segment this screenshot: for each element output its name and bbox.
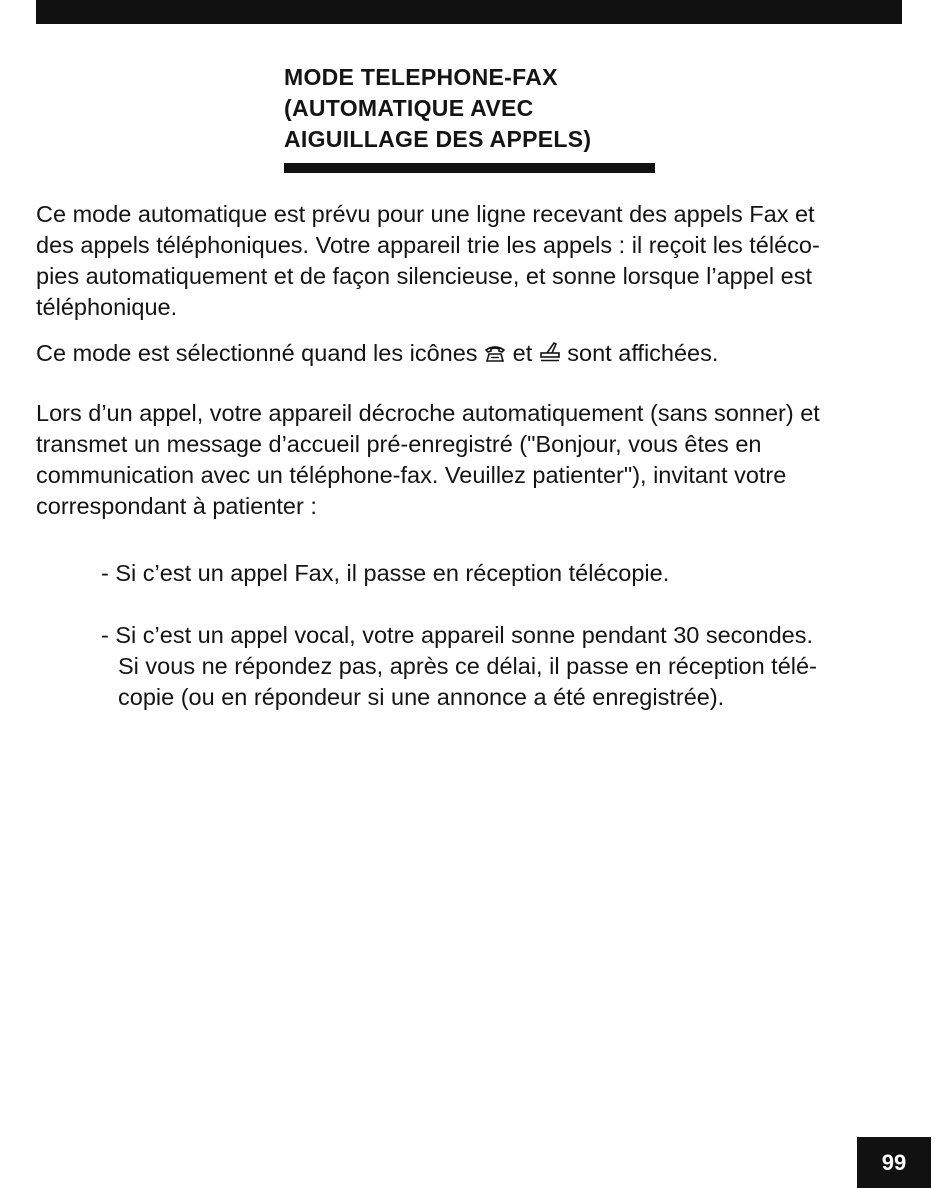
call-handling-paragraph [36,398,820,522]
page-number: 99 [857,1137,931,1188]
paragraph-text: sont affichées. [567,340,719,366]
intro-paragraph [36,199,820,323]
section-title [284,62,591,155]
icons-paragraph [36,338,718,371]
paragraph-line: transmet un message d’accueil pré-enregistré ("Bonjour, vous êtes en [36,431,762,457]
list-item-voice-call [101,620,817,713]
paragraph-line: des appels téléphoniques. Votre appareil trie les appels : il reçoit les téléco- [36,232,820,258]
list-item-line: - Si c’est un appel Fax, il passe en réception télécopie. [101,560,670,586]
phone-icon [484,340,506,371]
title-line: MODE TELEPHONE-FAX [284,64,558,90]
paragraph-text: et [512,340,539,366]
paragraph-line: téléphonique. [36,294,178,320]
title-line: AIGUILLAGE DES APPELS) [284,126,592,152]
list-item-line: Si vous ne répondez pas, après ce délai, il passe en réception télé- [118,653,817,679]
paragraph-line: communication avec un téléphone-fax. Veuillez patienter"), invitant votre [36,462,787,488]
paragraph-line: Lors d’un appel, votre appareil décroche automatiquement (sans sonner) et [36,400,820,426]
paragraph-line: Ce mode automatique est prévu pour une ligne recevant des appels Fax et [36,201,815,227]
list-item-fax-call [101,558,669,589]
list-item-line: copie (ou en répondeur si une annonce a été enregistrée). [118,684,725,710]
top-header-bar [36,0,902,24]
title-underline-rule [284,163,655,173]
title-line: (AUTOMATIQUE AVEC [284,95,534,121]
paragraph-text: Ce mode est sélectionné quand les icônes [36,340,485,366]
fax-icon [539,340,561,371]
paragraph-line: correspondant à patienter : [36,493,317,519]
list-item-line: - Si c’est un appel vocal, votre appareil sonne pendant 30 secondes. [101,622,813,648]
paragraph-line: pies automatiquement et de façon silencieuse, et sonne lorsque l’appel est [36,263,812,289]
